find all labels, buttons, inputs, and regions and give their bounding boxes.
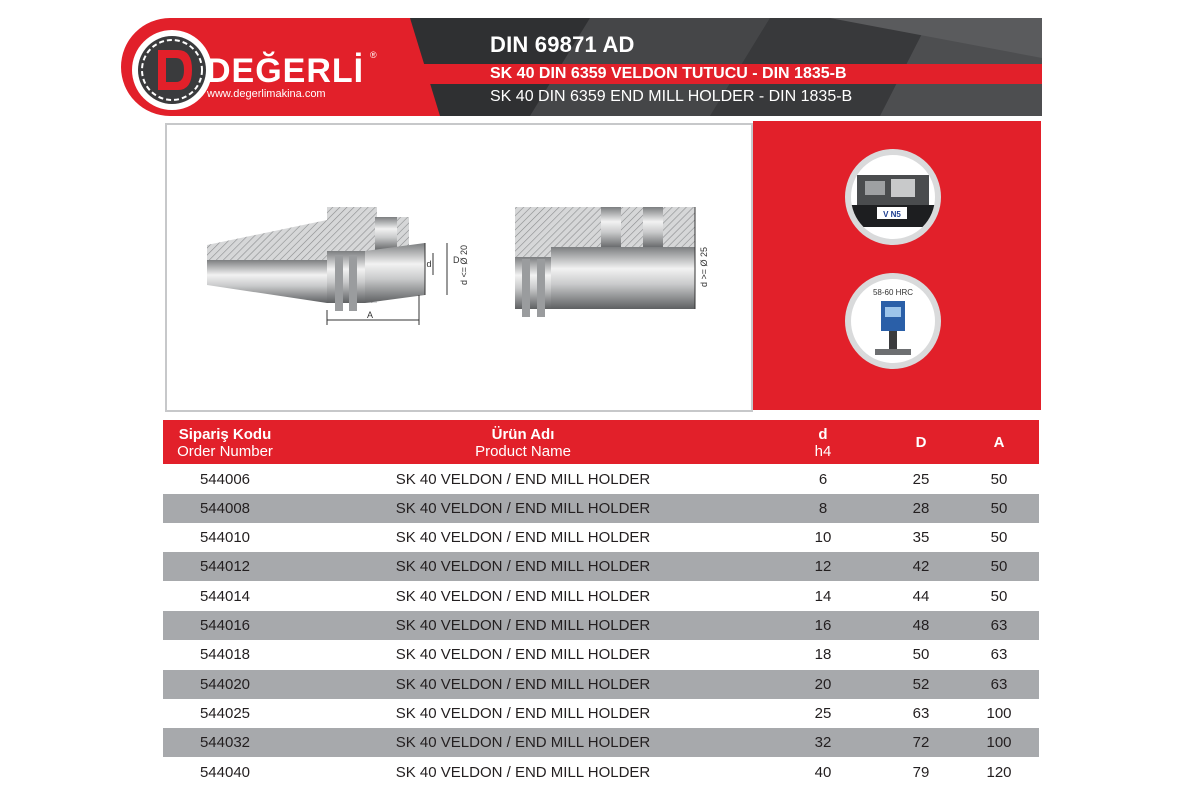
cell-order-number: 544012 [199, 558, 251, 575]
table-row [163, 670, 1039, 699]
col-order-number [163, 426, 287, 460]
col-d-tolerance: h4 [814, 443, 832, 460]
cell-d: 16 [814, 617, 832, 634]
website-url[interactable]: www.degerlimakina.com [207, 88, 326, 100]
cell-order-number: 544025 [199, 705, 251, 722]
cell-order-number: 544032 [199, 734, 251, 751]
cell-D: 42 [912, 558, 930, 575]
cell-d: 32 [814, 734, 832, 751]
cell-D: 72 [912, 734, 930, 751]
hardness-badge [845, 273, 941, 369]
cell-product-name: SK 40 VELDON / END MILL HOLDER [395, 734, 651, 751]
table-header [163, 420, 1039, 464]
col-order-tr: Sipariş Kodu [178, 426, 272, 443]
cell-D: 25 [912, 471, 930, 488]
cell-product-name: SK 40 VELDON / END MILL HOLDER [395, 558, 651, 575]
cell-A: 120 [986, 764, 1012, 781]
cell-D: 48 [912, 617, 930, 634]
cell-A: 50 [990, 558, 1008, 575]
cell-D: 50 [912, 646, 930, 663]
cell-A: 63 [990, 617, 1008, 634]
page-title: DIN 69871 AD [490, 32, 635, 57]
col-A-label: A [993, 434, 1005, 451]
cell-order-number: 544006 [199, 471, 251, 488]
cell-product-name: SK 40 VELDON / END MILL HOLDER [395, 646, 651, 663]
col-A [959, 434, 1039, 451]
table-row [163, 758, 1039, 787]
cell-D: 44 [912, 588, 930, 605]
feature-panel [753, 121, 1041, 410]
cell-d: 6 [818, 471, 828, 488]
holder-drawing [167, 125, 751, 410]
cell-product-name: SK 40 VELDON / END MILL HOLDER [395, 676, 651, 693]
cell-d: 12 [814, 558, 832, 575]
cell-product-name: SK 40 VELDON / END MILL HOLDER [395, 764, 651, 781]
cell-D: 79 [912, 764, 930, 781]
cell-d: 25 [814, 705, 832, 722]
cell-d: 8 [818, 500, 828, 517]
table-row [163, 494, 1039, 523]
table-row [163, 523, 1039, 552]
cell-D: 52 [912, 676, 930, 693]
col-D-label: D [915, 434, 927, 451]
cell-d: 18 [814, 646, 832, 663]
col-D [881, 434, 961, 451]
cell-product-name: SK 40 VELDON / END MILL HOLDER [395, 705, 651, 722]
dim-A-label: A [366, 310, 374, 320]
cell-A: 63 [990, 676, 1008, 693]
table-row [163, 699, 1039, 728]
subtitle-english: SK 40 DIN 6359 END MILL HOLDER - DIN 1835-B [490, 88, 853, 105]
cell-A: 63 [990, 646, 1008, 663]
cell-A: 50 [990, 500, 1008, 517]
table-row [163, 465, 1039, 494]
cell-d: 20 [814, 676, 832, 693]
cell-product-name: SK 40 VELDON / END MILL HOLDER [395, 529, 651, 546]
registered-mark: ® [370, 50, 377, 60]
holder-small [207, 207, 469, 325]
cell-A: 50 [990, 471, 1008, 488]
hardness-tester-icon [851, 279, 935, 363]
cell-d: 10 [814, 529, 832, 546]
dim-d-label: d [426, 259, 432, 269]
cell-A: 100 [986, 705, 1012, 722]
subtitle-turkish: SK 40 DIN 6359 VELDON TUTUCU - DIN 1835-B [490, 65, 847, 82]
cell-product-name: SK 40 VELDON / END MILL HOLDER [395, 617, 651, 634]
brand-name: DEĞERLİ [206, 52, 365, 90]
table-row [163, 640, 1039, 669]
col-order-en: Order Number [177, 443, 273, 460]
technical-drawing-panel [165, 123, 753, 412]
cell-D: 28 [912, 500, 930, 517]
dim-large-note: d >= Ø 25 [699, 246, 709, 287]
cell-order-number: 544018 [199, 646, 251, 663]
cell-D: 63 [912, 705, 930, 722]
table-row [163, 611, 1039, 640]
cell-A: 50 [990, 529, 1008, 546]
cell-order-number: 544014 [199, 588, 251, 605]
dim-D-label: D [453, 255, 460, 265]
col-d-label: d [818, 426, 828, 443]
cell-A: 50 [990, 588, 1008, 605]
machine-badge-label: V N5 [883, 210, 901, 219]
col-name-en: Product Name [475, 443, 571, 460]
cell-D: 35 [912, 529, 930, 546]
table-row [163, 552, 1039, 581]
holder-large [515, 207, 709, 317]
table-row [163, 582, 1039, 611]
hardness-badge-label: 58-60 HRC [872, 288, 914, 297]
cell-order-number: 544008 [199, 500, 251, 517]
cell-order-number: 544040 [199, 764, 251, 781]
cell-product-name: SK 40 VELDON / END MILL HOLDER [395, 471, 651, 488]
cell-A: 100 [986, 734, 1012, 751]
dim-small-note: d <= Ø 20 [459, 244, 469, 285]
cell-order-number: 544020 [199, 676, 251, 693]
cell-order-number: 544016 [199, 617, 251, 634]
cell-order-number: 544010 [199, 529, 251, 546]
cell-product-name: SK 40 VELDON / END MILL HOLDER [395, 588, 651, 605]
cell-d: 40 [814, 764, 832, 781]
col-d [783, 426, 863, 460]
col-name-tr: Ürün Adı [491, 426, 555, 443]
machine-badge [845, 149, 941, 245]
col-product-name [313, 426, 733, 460]
machine-icon [851, 155, 935, 239]
cell-d: 14 [814, 588, 832, 605]
cell-product-name: SK 40 VELDON / END MILL HOLDER [395, 500, 651, 517]
table-row [163, 728, 1039, 757]
